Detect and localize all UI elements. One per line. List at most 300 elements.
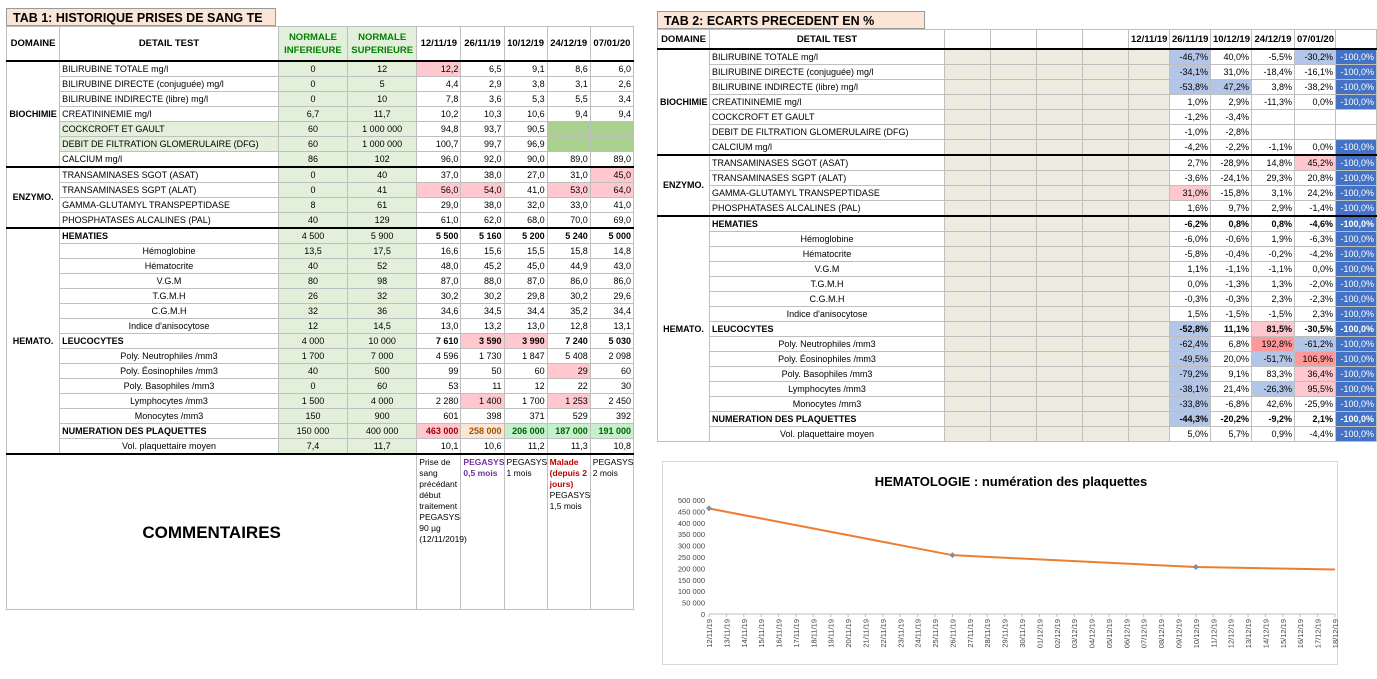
pct-cell: 9,7% xyxy=(1211,201,1252,217)
value-cell: 22 xyxy=(547,379,590,394)
empty-cell xyxy=(991,232,1037,247)
pct-cell: 106,9% xyxy=(1295,352,1336,367)
empty-cell xyxy=(945,216,991,232)
value-cell: 1 400 xyxy=(461,394,504,409)
pct-cell: -46,7% xyxy=(1170,49,1211,65)
value-cell: 15,5 xyxy=(504,244,547,259)
tab2-title: TAB 2: ECARTS PRECEDENT EN % xyxy=(657,11,925,29)
empty-cell xyxy=(945,232,991,247)
norm-inf: 0 xyxy=(278,92,347,107)
test-name: NUMERATION DES PLAQUETTES xyxy=(710,412,945,427)
x-tick-label: 16/12/19 xyxy=(1296,619,1306,649)
norm-inf: 40 xyxy=(278,213,347,229)
tab2-row xyxy=(658,201,1377,217)
empty-cell xyxy=(991,292,1037,307)
pct-cell: 14,8% xyxy=(1252,155,1295,171)
y-tick-label: 200 000 xyxy=(677,564,705,574)
tab2-row xyxy=(658,125,1377,140)
empty-cell xyxy=(1037,201,1083,217)
empty-cell xyxy=(991,412,1037,427)
x-tick-label: 26/11/19 xyxy=(948,619,958,648)
value-cell: 30,2 xyxy=(461,289,504,304)
empty-cell xyxy=(1083,125,1129,140)
test-name: DEBIT DE FILTRATION GLOMERULAIRE (DFG) xyxy=(60,137,279,152)
tab1-row xyxy=(7,364,634,379)
value-cell: 33,0 xyxy=(547,198,590,213)
value-cell: 398 xyxy=(461,409,504,424)
x-tick-label: 15/11/19 xyxy=(757,619,767,648)
pct-cell xyxy=(1295,125,1336,140)
pct-cell: -0,3% xyxy=(1170,292,1211,307)
tab1-row xyxy=(7,92,634,107)
value-cell: 61,0 xyxy=(417,213,461,229)
value-cell: 62,0 xyxy=(461,213,504,229)
tab2-row xyxy=(658,367,1377,382)
pct-cell: -100,0% xyxy=(1336,322,1377,337)
pct-cell: -25,9% xyxy=(1295,397,1336,412)
value-cell: 6,5 xyxy=(461,61,504,77)
x-tick-label: 05/12/19 xyxy=(1104,619,1114,649)
value-cell: 5 030 xyxy=(590,334,633,349)
test-name: Hématocrite xyxy=(710,247,945,262)
value-cell: 29,8 xyxy=(504,289,547,304)
empty-cell xyxy=(991,277,1037,292)
x-tick-label: 14/11/19 xyxy=(739,619,749,648)
empty-cell xyxy=(1129,95,1170,110)
test-name: V.G.M xyxy=(60,274,279,289)
empty-cell xyxy=(991,110,1037,125)
value-cell: 53 xyxy=(417,379,461,394)
empty-cell xyxy=(945,186,991,201)
value-cell: 13,0 xyxy=(417,319,461,334)
norm-sup: 400 000 xyxy=(348,424,417,439)
empty-cell xyxy=(1037,427,1083,442)
empty-cell xyxy=(991,427,1037,442)
pct-cell: 3,1% xyxy=(1252,186,1295,201)
value-cell: 3 590 xyxy=(461,334,504,349)
pct-cell: 2,1% xyxy=(1295,412,1336,427)
comment-text: PEGASYS 2 mois xyxy=(592,457,634,478)
value-cell: 31,0 xyxy=(547,167,590,183)
empty-cell xyxy=(1037,125,1083,140)
value-cell: 601 xyxy=(417,409,461,424)
empty-cell xyxy=(1083,155,1129,171)
header-date: 07/01/20 xyxy=(1295,30,1336,50)
empty-cell xyxy=(1083,412,1129,427)
norm-sup: 36 xyxy=(348,304,417,319)
pct-cell: -100,0% xyxy=(1336,382,1377,397)
value-cell: 5 240 xyxy=(547,228,590,244)
value-cell: 32,0 xyxy=(504,198,547,213)
test-name: TRANSAMINASES SGOT (ASAT) xyxy=(710,155,945,171)
x-tick-label: 15/12/19 xyxy=(1278,619,1288,649)
pct-cell: -15,8% xyxy=(1211,186,1252,201)
x-tick-label: 28/11/19 xyxy=(983,619,993,648)
value-cell: 3 990 xyxy=(504,334,547,349)
norm-sup: 32 xyxy=(348,289,417,304)
comment-text: Malade (depuis 2 jours) xyxy=(549,457,587,489)
x-tick-label: 21/11/19 xyxy=(861,619,871,648)
empty-cell xyxy=(1129,140,1170,156)
value-cell: 56,0 xyxy=(417,183,461,198)
empty-cell xyxy=(1129,352,1170,367)
tab1-row xyxy=(7,213,634,229)
empty-cell xyxy=(945,352,991,367)
tab2-row xyxy=(658,171,1377,186)
value-cell: 99,7 xyxy=(461,137,504,152)
norm-sup: 60 xyxy=(348,379,417,394)
empty-cell xyxy=(1083,352,1129,367)
pct-cell: 2,3% xyxy=(1252,292,1295,307)
norm-inf: 4 000 xyxy=(278,334,347,349)
header-date: 10/12/19 xyxy=(504,27,547,62)
value-cell: 4 596 xyxy=(417,349,461,364)
value-cell xyxy=(547,137,590,152)
empty-cell xyxy=(945,125,991,140)
test-name: T.G.M.H xyxy=(60,289,279,304)
empty-cell xyxy=(945,201,991,217)
pct-cell: 42,6% xyxy=(1252,397,1295,412)
value-cell: 15,8 xyxy=(547,244,590,259)
test-name: CREATININEMIE mg/l xyxy=(60,107,279,122)
test-name: GAMMA-GLUTAMYL TRANSPEPTIDASE xyxy=(60,198,279,213)
tab2-row xyxy=(658,382,1377,397)
empty-cell xyxy=(1129,322,1170,337)
test-name: PHOSPHATASES ALCALINES (PAL) xyxy=(60,213,279,229)
pct-cell: -4,6% xyxy=(1295,216,1336,232)
pct-cell: -34,1% xyxy=(1170,65,1211,80)
empty-cell xyxy=(991,247,1037,262)
tab2-row xyxy=(658,292,1377,307)
tab1-row xyxy=(7,319,634,334)
value-cell: 3,1 xyxy=(547,77,590,92)
value-cell: 96,9 xyxy=(504,137,547,152)
tab2-row xyxy=(658,277,1377,292)
norm-inf: 80 xyxy=(278,274,347,289)
comment-cell xyxy=(417,454,467,610)
value-cell: 5,5 xyxy=(547,92,590,107)
pct-cell: 95,5% xyxy=(1295,382,1336,397)
empty-cell xyxy=(1129,367,1170,382)
empty-cell xyxy=(945,382,991,397)
empty-cell xyxy=(1129,277,1170,292)
empty-cell xyxy=(1083,397,1129,412)
value-cell: 92,0 xyxy=(461,152,504,168)
value-cell: 41,0 xyxy=(590,198,633,213)
pct-cell: 20,8% xyxy=(1295,171,1336,186)
tab2-row xyxy=(658,307,1377,322)
test-name: CALCIUM mg/l xyxy=(710,140,945,156)
pct-cell: -100,0% xyxy=(1336,247,1377,262)
empty-cell xyxy=(1129,125,1170,140)
norm-inf: 26 xyxy=(278,289,347,304)
pct-cell xyxy=(1252,125,1295,140)
domain-enz: ENZYMO. xyxy=(658,155,710,216)
empty-cell xyxy=(1083,171,1129,186)
domain-hem: HEMATO. xyxy=(7,228,60,454)
pct-cell: -1,3% xyxy=(1211,277,1252,292)
value-cell: 88,0 xyxy=(461,274,504,289)
pct-cell: -100,0% xyxy=(1336,201,1377,217)
test-name: HEMATIES xyxy=(710,216,945,232)
value-cell: 9,4 xyxy=(547,107,590,122)
tab1-row xyxy=(7,61,634,77)
test-name: CREATININEMIE mg/l xyxy=(710,95,945,110)
pct-cell: 24,2% xyxy=(1295,186,1336,201)
x-tick-label: 02/12/19 xyxy=(1052,619,1062,649)
tab1-row xyxy=(7,274,634,289)
value-cell: 89,0 xyxy=(590,152,633,168)
value-cell: 4,4 xyxy=(417,77,461,92)
value-cell: 5 408 xyxy=(547,349,590,364)
pct-cell: -62,4% xyxy=(1170,337,1211,352)
x-tick-label: 08/12/19 xyxy=(1157,619,1167,649)
pct-cell: -100,0% xyxy=(1336,292,1377,307)
empty-cell xyxy=(991,155,1037,171)
test-name: NUMERATION DES PLAQUETTES xyxy=(60,424,279,439)
test-name: Monocytes /mm3 xyxy=(60,409,279,424)
test-name: T.G.M.H xyxy=(710,277,945,292)
empty-cell xyxy=(1037,80,1083,95)
empty-cell xyxy=(991,307,1037,322)
empty-cell xyxy=(991,322,1037,337)
header-date: 24/12/19 xyxy=(547,27,590,62)
empty-cell xyxy=(991,80,1037,95)
value-cell: 38,0 xyxy=(461,198,504,213)
tab2-row xyxy=(658,352,1377,367)
x-tick-label: 10/12/19 xyxy=(1191,619,1201,649)
pct-cell: -5,8% xyxy=(1170,247,1211,262)
comment-text: PEGASYS 0,5 mois xyxy=(463,457,505,478)
norm-sup: 4 000 xyxy=(348,394,417,409)
empty-cell xyxy=(1129,262,1170,277)
value-cell: 371 xyxy=(504,409,547,424)
value-cell: 2 280 xyxy=(417,394,461,409)
test-name: LEUCOCYTES xyxy=(60,334,279,349)
value-cell: 44,9 xyxy=(547,259,590,274)
norm-sup: 11,7 xyxy=(348,107,417,122)
empty-cell xyxy=(991,337,1037,352)
pct-cell: -4,2% xyxy=(1170,140,1211,156)
pct-cell: -100,0% xyxy=(1336,262,1377,277)
empty-cell xyxy=(1083,307,1129,322)
value-cell: 99 xyxy=(417,364,461,379)
tab1-row xyxy=(7,349,634,364)
empty-cell xyxy=(1037,322,1083,337)
value-cell: 50 xyxy=(461,364,504,379)
value-cell: 89,0 xyxy=(547,152,590,168)
domain-hem: HEMATO. xyxy=(658,216,710,442)
empty-cell xyxy=(1037,247,1083,262)
empty-cell xyxy=(1037,307,1083,322)
value-cell: 12,8 xyxy=(547,319,590,334)
norm-sup: 12 xyxy=(348,61,417,77)
pct-cell: 31,0% xyxy=(1170,186,1211,201)
pct-cell: -9,2% xyxy=(1252,412,1295,427)
value-cell: 10,3 xyxy=(461,107,504,122)
tab1-row xyxy=(7,77,634,92)
pct-cell: -2,3% xyxy=(1295,292,1336,307)
pct-cell: -1,1% xyxy=(1252,262,1295,277)
pct-cell: -6,0% xyxy=(1170,232,1211,247)
x-tick-label: 17/11/19 xyxy=(791,619,801,648)
empty-cell xyxy=(1129,292,1170,307)
pct-cell: 21,4% xyxy=(1211,382,1252,397)
empty-cell xyxy=(1083,337,1129,352)
pct-cell: -52,8% xyxy=(1170,322,1211,337)
value-cell: 187 000 xyxy=(547,424,590,439)
pct-cell: -100,0% xyxy=(1336,277,1377,292)
value-cell: 2,6 xyxy=(590,77,633,92)
domain-bio: BIOCHIMIE xyxy=(658,49,710,155)
pct-cell: -100,0% xyxy=(1336,140,1377,156)
empty-cell xyxy=(1037,292,1083,307)
value-cell: 7 610 xyxy=(417,334,461,349)
pct-cell: -100,0% xyxy=(1336,155,1377,171)
pct-cell: 2,3% xyxy=(1295,307,1336,322)
tab1-row xyxy=(7,244,634,259)
pct-cell: -2,8% xyxy=(1211,125,1252,140)
domain-bio: BIOCHIMIE xyxy=(7,61,60,167)
empty-cell xyxy=(991,65,1037,80)
comment-text: Prise de sang précédant début traitement PEGASYS 90 µg (12/11/2019) xyxy=(419,457,467,544)
test-name: Hématocrite xyxy=(60,259,279,274)
empty-cell xyxy=(991,186,1037,201)
empty-cell xyxy=(1129,216,1170,232)
value-cell: 87,0 xyxy=(417,274,461,289)
x-tick-label: 27/11/19 xyxy=(965,619,975,648)
empty-cell xyxy=(1037,397,1083,412)
value-cell: 10,6 xyxy=(461,439,504,455)
value-cell: 5 000 xyxy=(590,228,633,244)
pct-cell: 81,5% xyxy=(1252,322,1295,337)
header-date: 10/12/19 xyxy=(1211,30,1252,50)
tab2-row xyxy=(658,80,1377,95)
empty-cell xyxy=(991,352,1037,367)
norm-sup: 17,5 xyxy=(348,244,417,259)
empty-cell xyxy=(1083,232,1129,247)
empty-cell xyxy=(1129,382,1170,397)
value-cell: 45,0 xyxy=(504,259,547,274)
norm-sup: 10 xyxy=(348,92,417,107)
tab2-table xyxy=(657,29,1377,442)
header-date: 12/11/19 xyxy=(417,27,461,62)
header-domain: DOMAINE xyxy=(658,30,710,50)
pct-cell: -3,4% xyxy=(1211,110,1252,125)
norm-sup: 98 xyxy=(348,274,417,289)
pct-cell: 20,0% xyxy=(1211,352,1252,367)
tab2-row xyxy=(658,186,1377,201)
empty-cell xyxy=(1083,292,1129,307)
pct-cell: 1,1% xyxy=(1170,262,1211,277)
norm-inf: 0 xyxy=(278,77,347,92)
pct-cell: 2,7% xyxy=(1170,155,1211,171)
empty-cell xyxy=(1083,427,1129,442)
pct-cell: 1,9% xyxy=(1252,232,1295,247)
value-cell: 6,0 xyxy=(590,61,633,77)
pct-cell: -3,6% xyxy=(1170,171,1211,186)
value-cell: 12 xyxy=(504,379,547,394)
value-cell: 93,7 xyxy=(461,122,504,137)
empty-cell xyxy=(1037,262,1083,277)
value-cell: 11,2 xyxy=(504,439,547,455)
pct-cell: -4,2% xyxy=(1295,247,1336,262)
pct-cell: 5,7% xyxy=(1211,427,1252,442)
value-cell: 12,2 xyxy=(417,61,461,77)
value-cell: 10,1 xyxy=(417,439,461,455)
value-cell: 69,0 xyxy=(590,213,633,229)
value-cell: 29 xyxy=(547,364,590,379)
pct-cell: 11,1% xyxy=(1211,322,1252,337)
test-name: BILIRUBINE DIRECTE (conjuguée) mg/l xyxy=(710,65,945,80)
pct-cell: -100,0% xyxy=(1336,367,1377,382)
pct-cell: -38,2% xyxy=(1295,80,1336,95)
norm-sup: 14,5 xyxy=(348,319,417,334)
empty-cell xyxy=(1037,277,1083,292)
norm-sup: 7 000 xyxy=(348,349,417,364)
pct-cell: 83,3% xyxy=(1252,367,1295,382)
value-cell: 8,6 xyxy=(547,61,590,77)
y-tick-label: 250 000 xyxy=(677,553,705,562)
pct-cell: 0,0% xyxy=(1295,262,1336,277)
empty-cell xyxy=(1083,201,1129,217)
value-cell: 2,9 xyxy=(461,77,504,92)
value-cell: 529 xyxy=(547,409,590,424)
empty-cell xyxy=(991,201,1037,217)
norm-sup: 11,7 xyxy=(348,439,417,455)
norm-sup: 102 xyxy=(348,152,417,168)
pct-cell: 0,9% xyxy=(1252,427,1295,442)
pct-cell: -0,2% xyxy=(1252,247,1295,262)
tab2-row xyxy=(658,247,1377,262)
value-cell: 48,0 xyxy=(417,259,461,274)
test-name: BILIRUBINE INDIRECTE (libre) mg/l xyxy=(60,92,279,107)
header-detail: DETAIL TEST xyxy=(710,30,945,50)
pct-cell: 47,2% xyxy=(1211,80,1252,95)
x-tick-label: 24/11/19 xyxy=(913,619,923,648)
value-cell: 7,8 xyxy=(417,92,461,107)
x-tick-label: 13/11/19 xyxy=(722,619,732,648)
pct-cell: -30,2% xyxy=(1295,49,1336,65)
pct-cell: -4,4% xyxy=(1295,427,1336,442)
pct-cell: -100,0% xyxy=(1336,95,1377,110)
x-tick-label: 17/12/19 xyxy=(1313,619,1323,649)
empty-cell xyxy=(1129,201,1170,217)
pct-cell: 0,8% xyxy=(1252,216,1295,232)
data-point xyxy=(706,505,712,511)
empty-cell xyxy=(1083,186,1129,201)
empty-cell xyxy=(945,322,991,337)
norm-sup: 52 xyxy=(348,259,417,274)
tab1-row xyxy=(7,198,634,213)
value-cell: 16,6 xyxy=(417,244,461,259)
tab1-row xyxy=(7,289,634,304)
empty-cell xyxy=(945,262,991,277)
test-name: HEMATIES xyxy=(60,228,279,244)
value-cell xyxy=(590,137,633,152)
header-date: 26/11/19 xyxy=(1170,30,1211,50)
pct-cell: 45,2% xyxy=(1295,155,1336,171)
empty-cell xyxy=(1037,216,1083,232)
empty-cell xyxy=(945,80,991,95)
pct-cell: -100,0% xyxy=(1336,412,1377,427)
empty-cell xyxy=(945,171,991,186)
test-name: Lymphocytes /mm3 xyxy=(710,382,945,397)
test-name: Monocytes /mm3 xyxy=(710,397,945,412)
value-cell: 3,6 xyxy=(461,92,504,107)
empty-cell xyxy=(1037,95,1083,110)
comment-cell xyxy=(504,454,547,610)
